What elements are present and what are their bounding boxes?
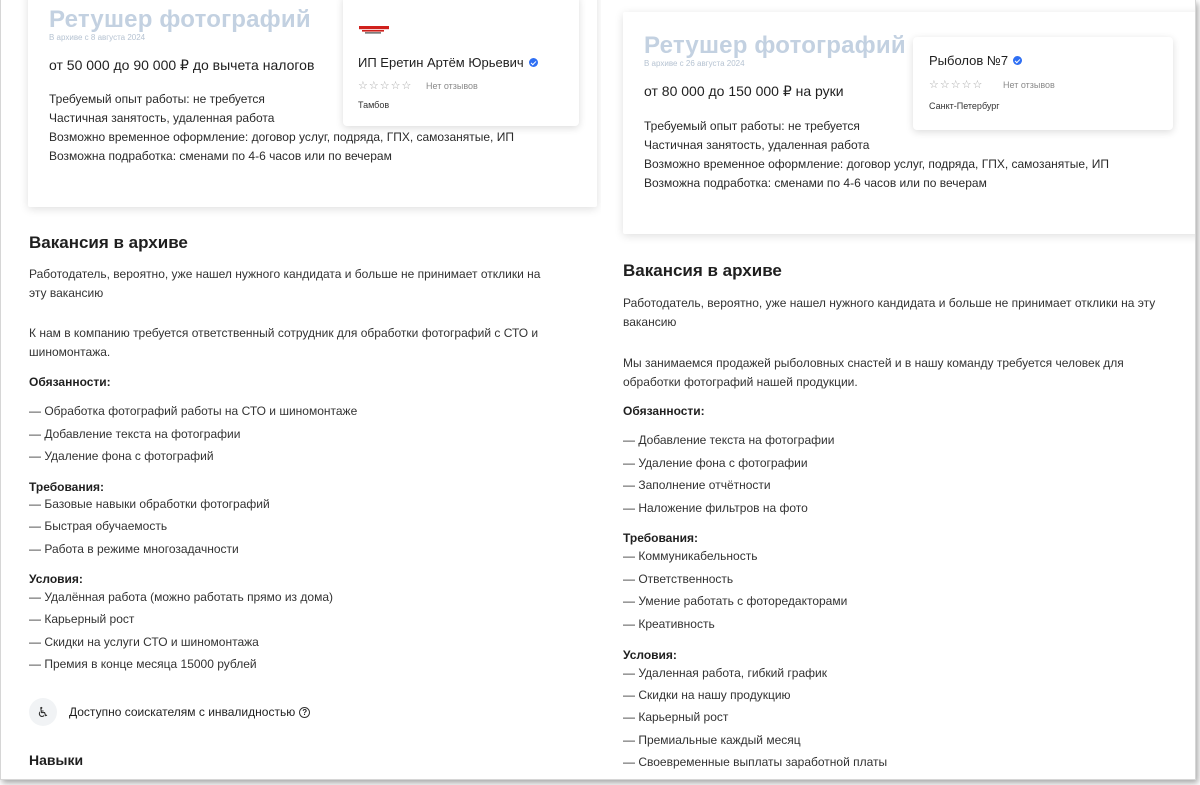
requirement-item: — Базовые навыки обработки фотографий	[29, 497, 270, 511]
salary: от 50 000 до 90 000 ₽ до вычета налогов	[49, 57, 315, 73]
condition-employment: Частичная занятость, удаленная работа	[644, 138, 870, 152]
employer-name-row[interactable]	[929, 53, 1022, 68]
condition-employment: Частичная занятость, удаленная работа	[49, 111, 275, 125]
employer-name-row[interactable]	[358, 55, 538, 70]
duty-item: — Удаление фона с фотографии	[623, 456, 808, 470]
condition-contract: Возможно временное оформление: договор услуг, подряда, ГПХ, самозанятые, ИП	[644, 157, 1109, 171]
condition-contract: Возможно временное оформление: договор услуг, подряда, ГПХ, самозанятые, ИП	[49, 130, 514, 144]
requirements-title: Требования:	[623, 531, 698, 545]
accessibility-row	[69, 705, 310, 719]
employer-name[interactable]: Рыболов №7	[929, 53, 1009, 68]
left-vacancy-panel	[1, 0, 601, 780]
employer-card[interactable]	[343, 0, 579, 126]
duty-item: — Добавление текста на фотографии	[623, 433, 835, 447]
reviews-count[interactable]: Нет отзывов	[1003, 80, 1055, 90]
requirement-item: — Умение работать с фоторедакторами	[623, 594, 848, 608]
archive-note: Работодатель, вероятно, уже нашел нужного кандидата и больше не принимает отклики на эту вакансию	[29, 267, 541, 300]
employer-city: Санкт-Петербург	[929, 101, 1000, 111]
help-icon[interactable]: ?	[299, 707, 310, 718]
term-item: — Премия в конце месяца 15000 рублей	[29, 657, 257, 671]
archived-date: В архиве с 26 августа 2024	[644, 59, 745, 68]
wheelchair-icon: ♿	[29, 698, 57, 726]
requirement-item: — Ответственность	[623, 572, 734, 586]
vacancy-title[interactable]: Ретушер фотографий	[644, 32, 906, 59]
duty-item: — Удаление фона с фотографий	[29, 449, 214, 463]
accessibility-label: Доступно соискателям с инвалидностью	[69, 705, 296, 719]
duty-item: — Обработка фотографий работы на СТО и шиномонтаже	[29, 404, 358, 418]
requirement-item: — Работа в режиме многозадачности	[29, 542, 239, 556]
condition-experience: Требуемый опыт работы: не требуется	[644, 119, 860, 133]
rating-stars-icon: ☆☆☆☆☆	[358, 80, 413, 92]
condition-parttime: Возможна подработка: сменами по 4-6 часов или по вечерам	[644, 176, 987, 190]
term-item: — Карьерный рост	[29, 612, 135, 626]
reviews-count[interactable]: Нет отзывов	[426, 81, 478, 91]
duty-item: — Заполнение отчётности	[623, 478, 771, 492]
right-vacancy-panel	[601, 0, 1196, 780]
employer-logo-icon	[358, 25, 390, 35]
condition-experience: Требуемый опыт работы: не требуется	[49, 92, 265, 106]
archive-heading: Вакансия в архиве	[623, 261, 782, 280]
term-item: — Скидки на услуги СТО и шиномонтажа	[29, 635, 259, 649]
employer-card[interactable]	[913, 37, 1173, 130]
employer-name[interactable]: ИП Еретин Артём Юрьевич	[358, 55, 524, 70]
duties-title: Обязанности:	[623, 404, 705, 418]
archive-note: Работодатель, вероятно, уже нашел нужного кандидата и больше не принимает отклики на эту вакансию	[623, 296, 1156, 329]
terms-title: Условия:	[29, 572, 83, 586]
employer-city: Тамбов	[358, 100, 390, 110]
archived-date: В архиве с 8 августа 2024	[49, 33, 146, 42]
verified-icon	[1013, 56, 1022, 65]
condition-parttime: Возможна подработка: сменами по 4-6 часов или по вечерам	[49, 149, 392, 163]
terms-title: Условия:	[623, 648, 677, 662]
requirement-item: — Креативность	[623, 617, 715, 631]
requirements-title: Требования:	[29, 480, 104, 494]
requirement-item: — Коммуникабельность	[623, 549, 758, 563]
vacancy-title[interactable]: Ретушер фотографий	[49, 6, 311, 33]
term-item: — Удаленная работа, гибкий график	[623, 666, 827, 680]
term-item: — Своевременные выплаты заработной платы	[623, 755, 888, 769]
vacancy-intro: К нам в компанию требуется ответственный сотрудник для обработки фотографий с СТО и шиномонтажа.	[29, 326, 539, 359]
skills-heading: Навыки	[29, 752, 84, 768]
duties-title: Обязанности:	[29, 375, 111, 389]
vacancy-intro: Мы занимаемся продажей рыболовных снастей и в нашу команду требуется человек для обработки фотографий нашей продукции.	[623, 356, 1124, 389]
term-item: — Скидки на нашу продукцию	[623, 688, 791, 702]
rating-stars-icon: ☆☆☆☆☆	[929, 79, 984, 91]
salary: от 80 000 до 150 000 ₽ на руки	[644, 83, 844, 99]
duty-item: — Наложение фильтров на фото	[623, 501, 808, 515]
archive-heading: Вакансия в архиве	[29, 233, 188, 252]
term-item: — Удалённая работа (можно работать прямо из дома)	[29, 590, 333, 604]
term-item: — Карьерный рост	[623, 710, 729, 724]
term-item: — Премиальные каждый месяц	[623, 733, 801, 747]
requirement-item: — Быстрая обучаемость	[29, 519, 168, 533]
verified-icon	[529, 58, 538, 67]
duty-item: — Добавление текста на фотографии	[29, 427, 241, 441]
